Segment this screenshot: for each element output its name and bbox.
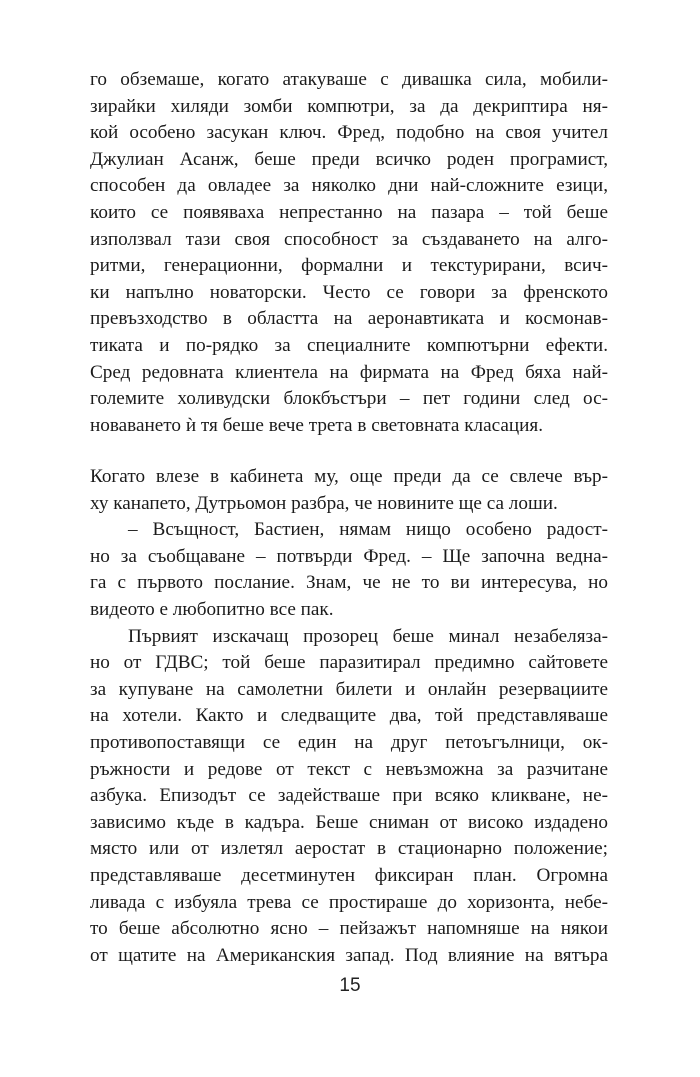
text-line: новаването ѝ тя беше вече трета в световната класация. xyxy=(90,414,544,436)
text-line: зависимо къде в кадъра. Беше сниман от високо издадено xyxy=(90,811,608,833)
text-line: га с първото послание. Знам, че не то ви интересува, но xyxy=(90,572,608,594)
text-line: ки напълно новаторски. Често се говори за френското xyxy=(90,281,608,303)
text-line: за купуване на самолетни билети и онлайн резервациите xyxy=(90,678,608,700)
text-line: противопоставящи се един на друг петоъгълници, ок- xyxy=(90,731,608,753)
text-line: тиката и по-рядко за специалните компютърни ефекти. xyxy=(90,334,608,356)
text-line: Когато влезе в кабинета му, още преди да се свлече вър- xyxy=(90,466,608,487)
text-line: Джулиан Асанж, беше преди всичко роден програмист, xyxy=(90,148,608,170)
text-line: способен да овладее за няколко дни най-сложните езици, xyxy=(90,175,608,197)
text-line: то беше абсолютно ясно – пейзажът напомняше на някои xyxy=(90,918,608,940)
page-number: 15 xyxy=(339,975,361,996)
text-line: ху канапето, Дутрьомон разбра, че новините ще са лоши. xyxy=(90,492,558,514)
text-block-lower xyxy=(90,464,608,969)
text-line: които се появяваха непрестанно на пазара – той беше xyxy=(90,201,608,223)
text-block-upper xyxy=(90,67,608,439)
text-line: ръжности и редове от текст с невъзможна за разчитане xyxy=(90,758,608,780)
text-line: видеото е любопитно все пак. xyxy=(90,598,334,620)
text-line: използвал тази своя способност за създаването на алго- xyxy=(90,228,608,250)
text-line: Сред редовната клиентела на фирмата на Фред бяха най- xyxy=(90,361,608,383)
text-line: ритми, генерационни, формални и текстурирани, всич- xyxy=(90,255,608,277)
text-line: – Всъщност, Бастиен, нямам нищо особено радост- xyxy=(128,519,608,541)
text-line: големите холивудски блокбъстъри – пет години след ос- xyxy=(90,388,608,410)
text-line: ливада с избуяла трева се простираше до хоризонта, небе- xyxy=(90,891,608,913)
text-line: го обземаше, когато атакуваше с дивашка сила, мобили- xyxy=(90,69,608,90)
text-line: азбука. Епизодът се задействаше при всяко кликване, не- xyxy=(90,785,608,807)
text-line: Първият изскачащ прозорец беше минал незабеляза- xyxy=(128,625,608,647)
text-line: представляваше десетминутен фиксиран план. Огромна xyxy=(90,864,608,886)
text-line: място или от излетял аеростат в стационарно положение; xyxy=(90,838,608,860)
text-line: зирайки хиляди зомби компютри, за да декриптира ня- xyxy=(90,95,608,117)
text-line: кой особено засукан ключ. Фред, подобно на своя учител xyxy=(90,122,608,144)
text-line: от щатите на Американския запад. Под влияние на вятъра xyxy=(90,944,608,966)
text-line: превъзходство в областта на аеронавтиката и космонав- xyxy=(90,308,608,330)
text-line: но за съобщаване – потвърди Фред. – Ще започна ведна- xyxy=(90,545,608,567)
text-line: на хотели. Както и следващите два, той представляваше xyxy=(90,705,608,727)
text-line: но от ГДВС; той беше паразитирал предимно сайтовете xyxy=(90,652,608,674)
